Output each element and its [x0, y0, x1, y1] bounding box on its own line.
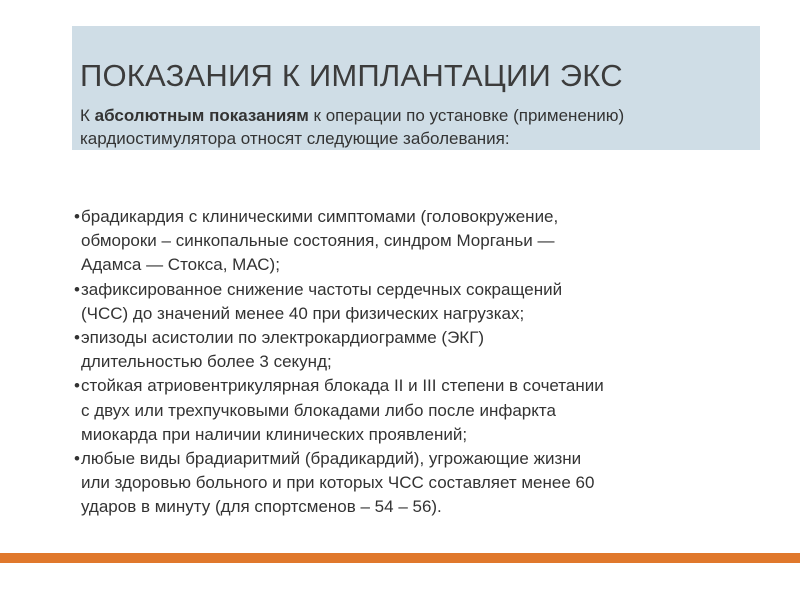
list-item-text: любые виды брадиаритмий (брадикардий), угрожающие жизни или здоровью больного и при которых ЧСС составляет менее 60 ударов в минуту (для спортсменов – 54 – 56). — [81, 449, 595, 517]
list-item-text: эпизоды асистолии по электрокардиограмме (ЭКГ) длительностью более 3 секунд; — [81, 328, 485, 372]
list-item — [74, 374, 714, 447]
list-item — [74, 447, 714, 520]
bullet-icon: • — [74, 449, 80, 469]
list-item-text: стойкая атриовентрикулярная блокада II и III степени в сочетании с двух или трехпучковыми блокадами либо после инфаркта миокарда при наличии клинических проявлений; — [81, 376, 604, 444]
slide-title: ПОКАЗАНИЯ К ИМПЛАНТАЦИИ ЭКС — [80, 58, 623, 93]
bullet-icon: • — [74, 279, 80, 299]
indications-list — [74, 205, 714, 520]
list-item-text: зафиксированное снижение частоты сердечных сокращений (ЧСС) до значений менее 40 при физических нагрузках; — [81, 279, 563, 323]
intro-prefix: К — [80, 106, 95, 125]
intro-paragraph — [80, 104, 680, 150]
list-item — [74, 278, 714, 326]
list-item — [74, 326, 714, 374]
bullet-icon: • — [74, 328, 80, 348]
footer-accent-bar — [0, 553, 800, 563]
bullet-icon: • — [74, 207, 80, 226]
bullet-icon: • — [74, 376, 80, 396]
intro-rest: к операции по установке (применению) кардиостимулятора относят следующие заболевания: — [80, 106, 625, 148]
list-item — [74, 205, 714, 278]
list-item-text: брадикардия с клиническими симптомами (головокружение, обмороки – синкопальные состояния, синдром Морганьи — Адамса — Стокса, МАС); — [81, 207, 559, 275]
intro-bold-term: абсолютным показаниям — [94, 106, 309, 125]
